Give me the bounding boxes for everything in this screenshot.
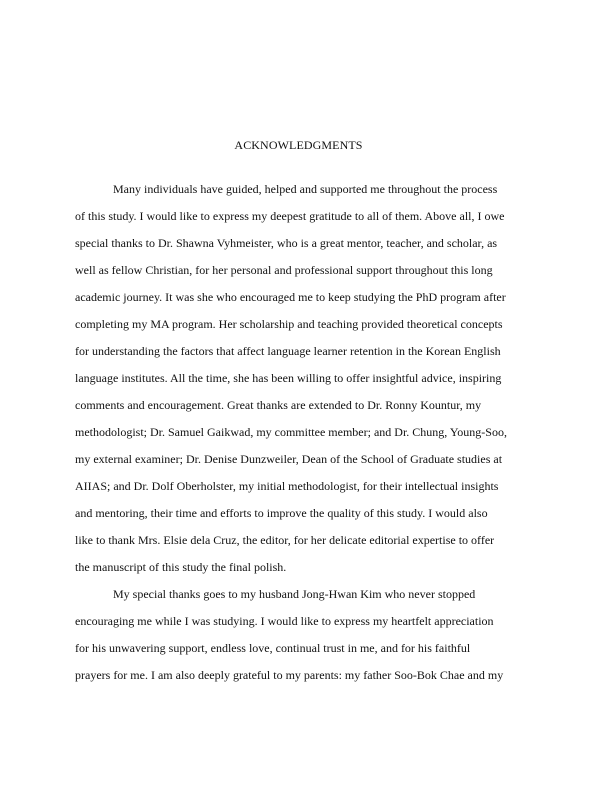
- paragraph-1-line-3: special thanks to Dr. Shawna Vyhmeister, who is a great mentor, teacher, and scholar, as: [75, 236, 498, 250]
- paragraph-1-line-5: academic journey. It was she who encouraged me to keep studying the PhD program after: [75, 290, 506, 304]
- paragraph-2-line-3: for his unwavering support, endless love, continual trust in me, and for his faithful: [75, 641, 471, 655]
- paragraph-1-line-7: for understanding the factors that affect language learner retention in the Korean English: [75, 344, 501, 358]
- paragraph-1-line-12: AIIAS; and Dr. Dolf Oberholster, my initial methodologist, for their intellectual insights: [75, 479, 499, 493]
- paragraph-1-line-2: of this study. I would like to express my deepest gratitude to all of them. Above all, I owe: [75, 209, 505, 223]
- paragraph-1-line-9: comments and encouragement. Great thanks are extended to Dr. Ronny Kountur, my: [75, 398, 482, 412]
- paragraph-1-line-11: my external examiner; Dr. Denise Dunzweiler, Dean of the School of Graduate studies at: [75, 452, 503, 466]
- paragraph-2-line-2: encouraging me while I was studying. I would like to express my heartfelt appreciation: [75, 614, 494, 628]
- paragraph-2-line-4: prayers for me. I am also deeply grateful to my parents: my father Soo-Bok Chae and my: [75, 668, 504, 682]
- paragraph-1-line-8: language institutes. All the time, she has been willing to offer insightful advice, inspiring: [75, 371, 502, 385]
- paragraph-1-line-6: completing my MA program. Her scholarship and teaching provided theoretical concepts: [75, 317, 503, 331]
- paragraph-1-line-14: like to thank Mrs. Elsie dela Cruz, the editor, for her delicate editorial expertise to offer: [75, 533, 495, 547]
- paragraph-1-line-4: well as fellow Christian, for her personal and professional support throughout this long: [75, 263, 493, 277]
- paragraph-2-line-1: My special thanks goes to my husband Jong-Hwan Kim who never stopped: [113, 587, 476, 601]
- paragraph-1-line-1: Many individuals have guided, helped and supported me throughout the process: [113, 182, 498, 196]
- paragraph-1-line-13: and mentoring, their time and efforts to improve the quality of this study. I would also: [75, 506, 488, 520]
- page-title: ACKNOWLEDGMENTS: [234, 138, 363, 152]
- paragraph-1-line-15: the manuscript of this study the final polish.: [75, 560, 287, 574]
- paragraph-1-line-10: methodologist; Dr. Samuel Gaikwad, my committee member; and Dr. Chung, Young-Soo,: [75, 425, 507, 439]
